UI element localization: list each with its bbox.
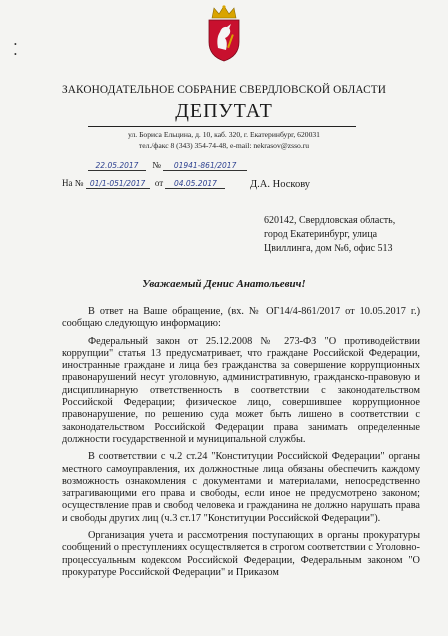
incoming-date-label: от	[154, 178, 164, 188]
body-paragraph: В соответствии с ч.2 ст.24 "Конституции Российской Федерации" органы местного самоуправления, их должностные лица обязаны обеспечить каждому возможность ознакомления с документами и материалами, непосредственно затрагивающими его права и свободы, если иное не предусмотрено законом; осуществление прав и свобод человека и гражданина не должно нарушать права и свободы других лиц (ч.3 ст.17 "Конституции Российской Федерации").	[62, 451, 420, 524]
letter-body	[62, 306, 420, 584]
sender-contacts: тел./факс 8 (343) 354-74-48, e-mail: nekrasov@zsso.ru	[138, 141, 310, 150]
recipient-address-line: город Екатеринбург, улица	[264, 229, 378, 240]
recipient-name: Д.А. Носкову	[250, 179, 311, 190]
outgoing-number: 01941-861/2017	[163, 161, 247, 171]
salutation: Уважаемый Денис Анатольевич!	[142, 278, 306, 290]
incoming-number-label: На №	[62, 178, 84, 188]
recipient-address-line: Цвиллинга, дом №6, офис 513	[264, 243, 393, 254]
coat-of-arms-icon	[202, 4, 246, 62]
incoming-date: 04.05.2017	[165, 179, 225, 189]
sender-address: ул. Бориса Ельцина, д. 10, каб. 320, г. Екатеринбург, 620031	[128, 130, 320, 139]
recipient-address	[264, 214, 395, 256]
registration-line-outgoing	[88, 160, 247, 171]
letterhead-title: ДЕПУТАТ	[175, 100, 273, 122]
recipient-address-line: 620142, Свердловская область,	[264, 215, 396, 226]
body-paragraph: В ответ на Ваше обращение, (вх. № ОГ14/4-861/2017 от 10.05.2017 г.) сообщаю следующую информацию:	[62, 306, 420, 330]
body-paragraph: Федеральный закон от 25.12.2008 № 273-ФЗ "О противодействии коррупции" статья 13 предусматривает, что граждане Российской Федерации, иностранные граждане и лица без гражданства за совершение коррупционных правонарушений несут уголовную, административную, гражданско-правовую и дисциплинарную ответственность в соответствии с законодательством Российской Федерации; физическое лицо, совершившее коррупционное правонарушение, по решению суда может быть лишено в соответствии с законодательством Российской Федерации права занимать определенные должности государственной и муниципальной службы.	[62, 335, 420, 445]
outgoing-date: 22.05.2017	[88, 161, 146, 171]
letterhead-divider	[88, 126, 356, 127]
registration-line-incoming	[62, 178, 225, 189]
body-paragraph: Организация учета и рассмотрения поступающих в органы прокуратуры сообщений о преступлениях осуществляется в строгом соответствии с Уголовно-процессуальным кодексом Российской Федерации, Федеральным законом "О прокуратуре Российской Федерации" и Приказом	[62, 530, 420, 578]
organization-name: ЗАКОНОДАТЕЛЬНОЕ СОБРАНИЕ СВЕРДЛОВСКОЙ ОБЛАСТИ	[61, 84, 387, 96]
incoming-number: 01/1-051/2017	[86, 179, 150, 189]
page-margin-marks: • •	[14, 40, 17, 59]
outgoing-number-label: №	[152, 160, 161, 170]
